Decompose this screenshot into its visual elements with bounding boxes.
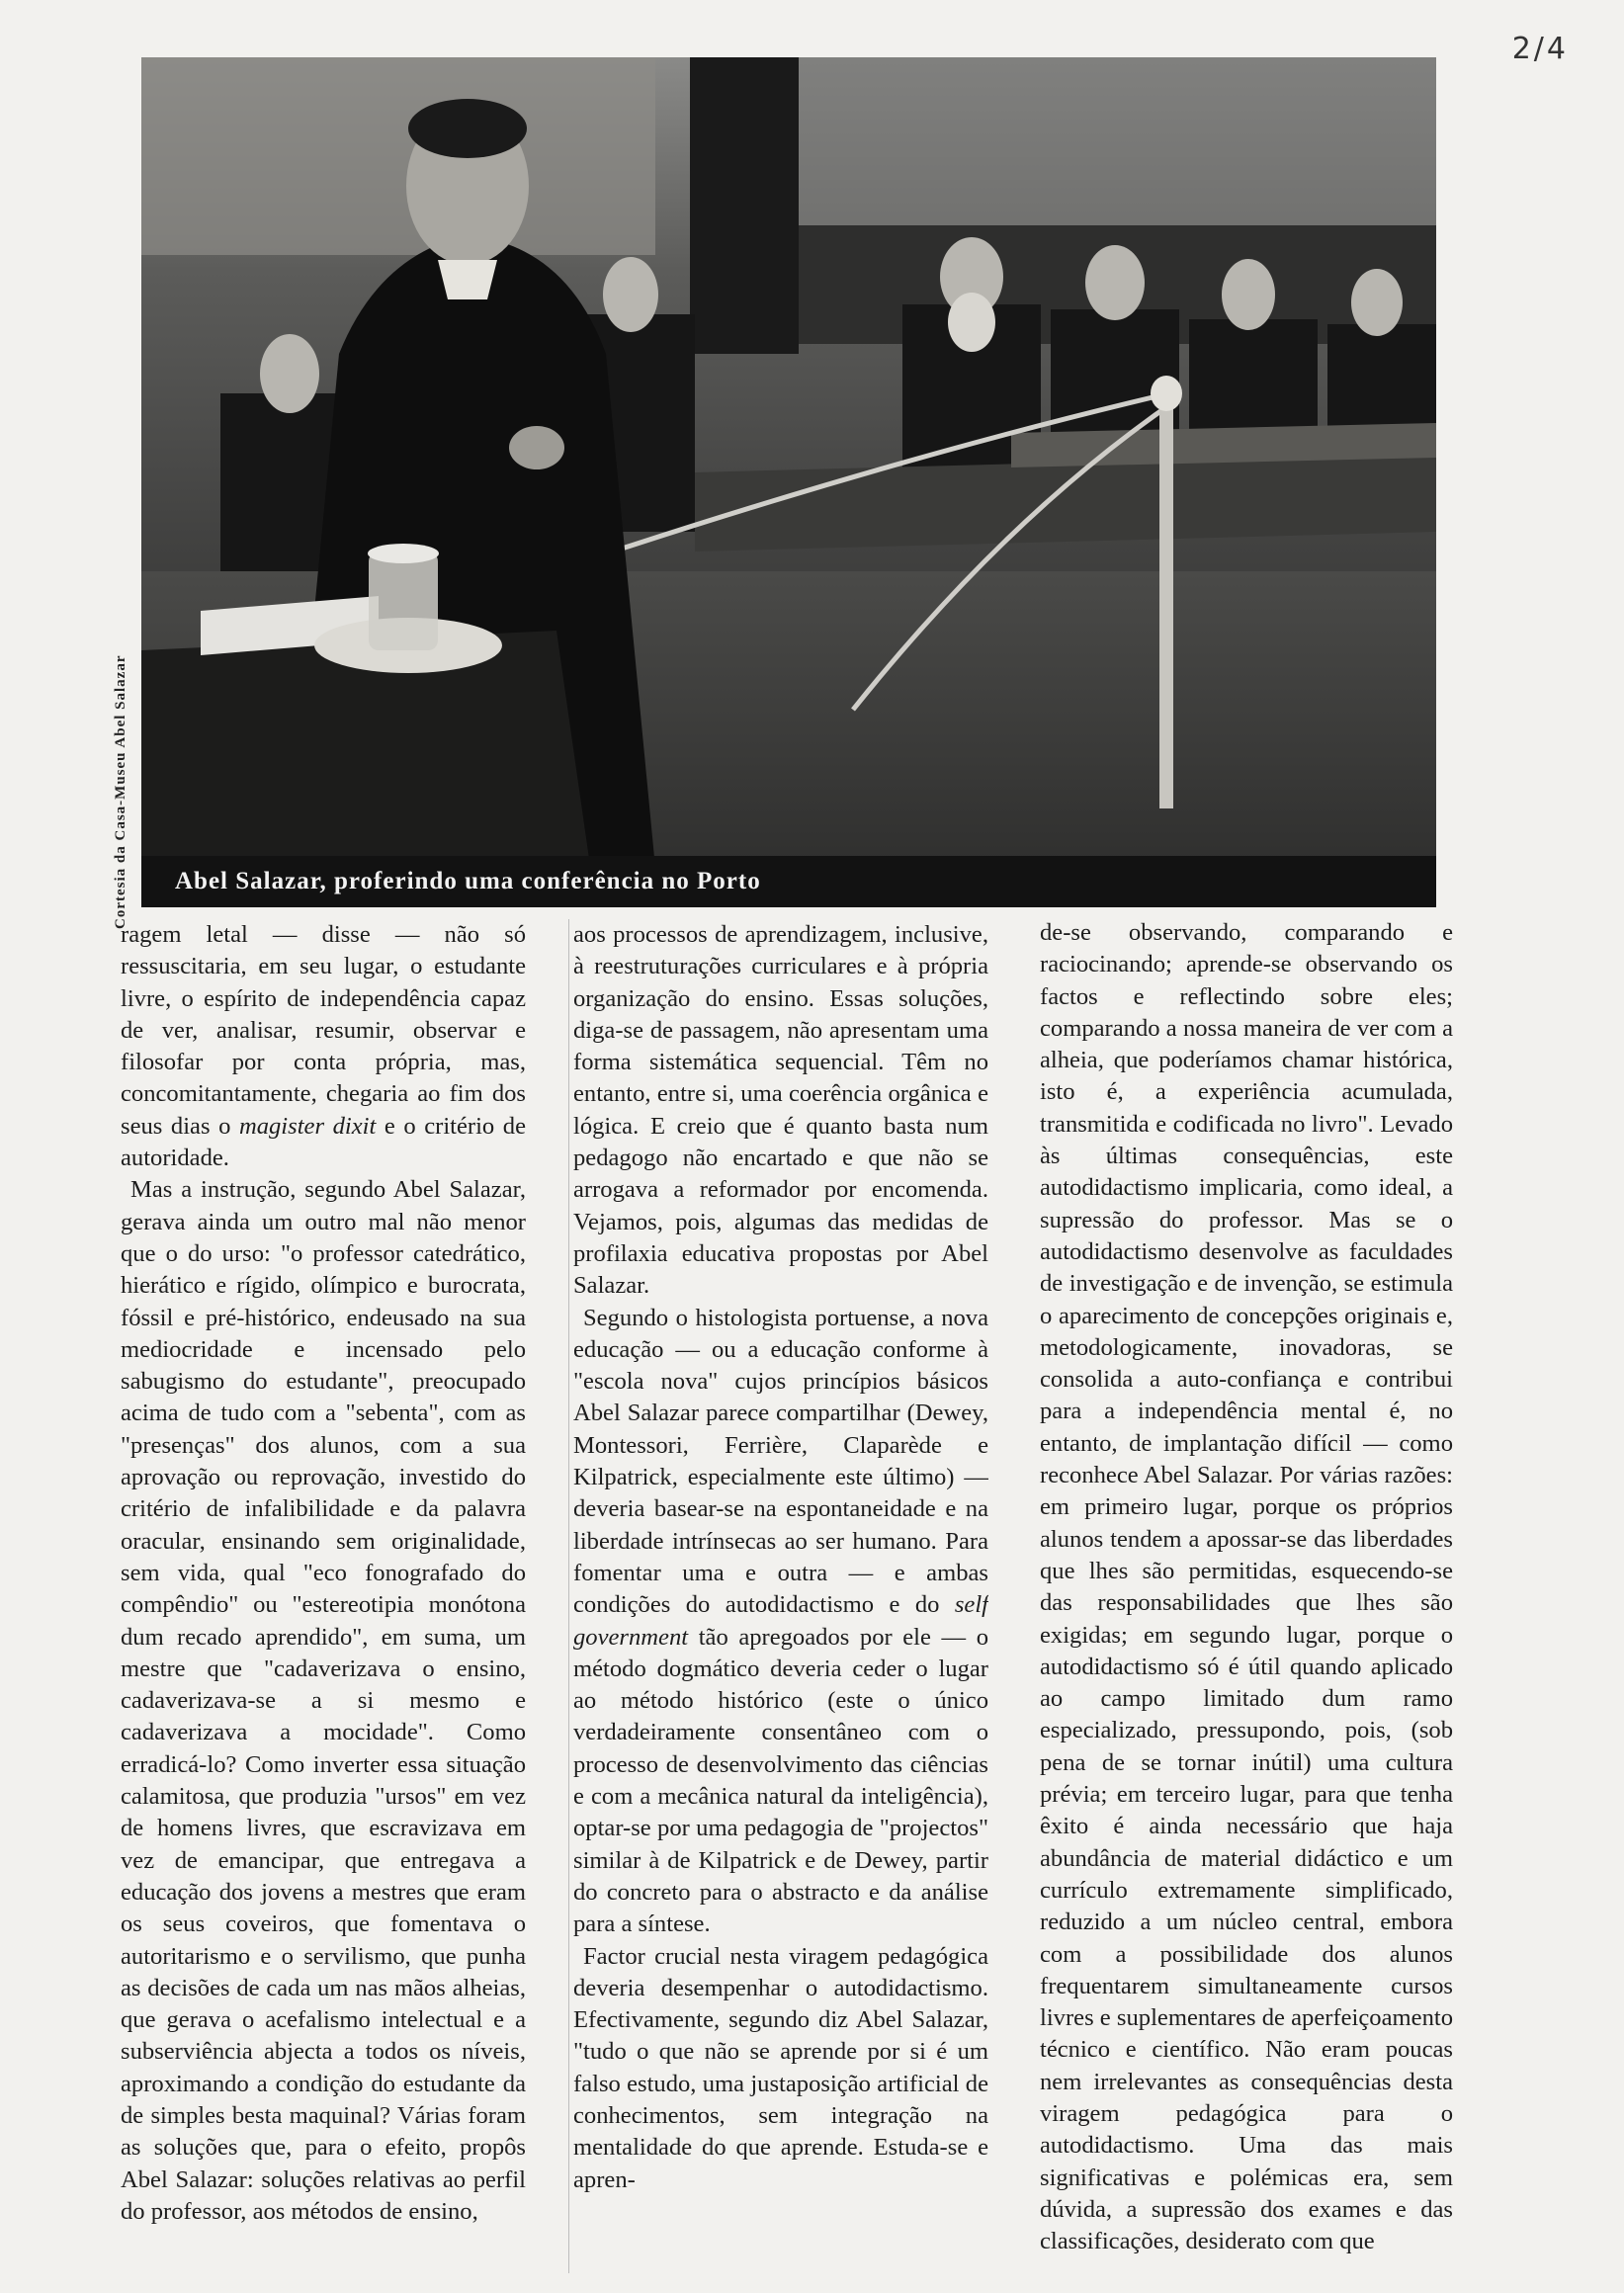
article-column-1 — [121, 919, 526, 2273]
paragraph: Segundo o histologista portuense, a nova educação — ou a educação conforme à "escola nova" cujos princípios básicos Abel Salazar parece compartilhar (Dewey, Montessori, Ferrière, Claparède e Kilpatrick, especialmente este último) — deveria basear-se na espontaneidade e na liberdade intrínsecas ao ser humano. Para fomentar uma e outra — e ambas condições do autodidactismo e do self government tão apregoados por ele — o método dogmático deveria ceder o lugar ao método histórico (este o único verdadeiramente consentâneo com o processo de desenvolvimento das ciências e com a mecânica natural da inteligência), optar-se por uma pedagogia de "projectos" similar à de Kilpatrick e de Dewey, partir do concreto para o abstracto e da análise para a síntese. — [573, 1304, 988, 1938]
article-column-3 — [1040, 917, 1453, 2271]
article-column-2 — [568, 919, 988, 2273]
photo-caption: Abel Salazar, proferindo uma conferência no Porto — [141, 856, 1436, 907]
paragraph: de-se observando, comparando e raciocinando; aprende-se observando os factos e reflectindo sobre eles; comparando a nossa maneira de ver com a alheia, que poderíamos chamar histórica, isto é, a experiência acumulada, transmitida e codificada no livro". Levado às últimas consequências, este autodidactismo implicaria, como ideal, a supressão do professor. Mas se o autodidactismo desenvolve as faculdades de investigação e de invenção, se estimula o aparecimento de concepções originais e, metodologicamente, inovadoras, se consolida a auto-confiança e contribui para a independência mental é, no entanto, de implantação difícil — como reconhece Abel Salazar. Por várias razões: em primeiro lugar, porque os próprios alunos tendem a apossar-se das liberdades que lhes são permitidas, esquecendo-se das responsabilidades que lhes são exigidas; em segundo lugar, porque o autodidactismo só é útil quando aplicado ao campo limitado dum ramo especializado, pressupondo, pois, (sob pena de se tornar inútil) uma cultura prévia; em terceiro lugar, para que tenha êxito é ainda necessário que haja abundância de material didáctico e um currículo extremamente simplificado, reduzido a um núcleo central, embora com a possibilidade dos alunos frequentarem simultaneamente cursos livres e suplementares de aperfeiçoamento técnico e científico. Não eram poucas nem irrelevantes as consequências desta viragem pedagógica para o autodidactismo. Uma das mais significativas e polémicas era, sem dúvida, a supressão dos exames e das classificações, desiderato com que — [1040, 919, 1453, 2255]
lecture-photo-illustration — [141, 57, 1436, 907]
paragraph: aos processos de aprendizagem, inclusive, à reestruturações curriculares e à própria organização do ensino. Essas soluções, diga-se de passagem, não apresentam uma forma sistemática sequencial. Têm no entanto, entre si, uma coerência orgânica e lógica. E creio que é quanto basta num pedagogo não encartado e que não se arrogava a reformador por encomenda. Vejamos, pois, algumas das medidas de profilaxia educativa propostas por Abel Salazar. — [573, 921, 988, 1300]
paragraph: Factor crucial nesta viragem pedagógica deveria desempenhar o autodidactismo. Efectivamente, segundo diz Abel Salazar, "tudo o que não se aprende por si é um falso estudo, uma justaposição artificial de conhecimentos, sem integração na mentalidade do que aprende. Estuda-se e apren- — [573, 1942, 988, 2193]
photo-lecture — [141, 57, 1436, 907]
paragraph: Mas a instrução, segundo Abel Salazar, gerava ainda um outro mal não menor que o do urso: "o professor catedrático, hierático e rígido, olímpico e burocrata, fóssil e pré-histórico, endeusado na sua mediocridade e incensado pelo sabugismo do estudante", preocupado acima de tudo com a "sebenta", com as "presenças" dos alunos, com a sua aprovação ou reprovação, investido do critério de infalibilidade e da palavra oracular, ensinando sem originalidade, sem vida, qual "eco fonografado do compêndio" ou "estereotipia monótona dum recado aprendido", em suma, um mestre que "cadaverizava o ensino, cadaverizava-se a si mesmo e cadaverizava a mocidade". Como erradicá-lo? Como inverter essa situação calamitosa, que produzia "ursos" em vez de homens livres, que escravizava em vez de emancipar, que entregava a educação dos jovens a mestres que eram os seus coveiros, que fomentava o autoritarismo e o servilismo, que punha as decisões de cada um nas mãos alheias, que gerava o acefalismo intelectual e a subserviência abjecta a todos os níveis, aproximando a condição do estudante da de simples besta maquinal? Várias foram as soluções que, para o efeito, propôs Abel Salazar: soluções relativas ao perfil do professor, aos métodos de ensino, — [121, 1176, 526, 2225]
paragraph: ragem letal — disse — não só ressuscitaria, em seu lugar, o estudante livre, o espírito de independência capaz de ver, analisar, resumir, observar e filosofar por conta própria, mas, concomitantamente, chegaria ao fim dos seus dias o magister dixit e o critério de autoridade. — [121, 921, 526, 1172]
photo-credit: Cortesia da Casa-Museu Abel Salazar — [113, 654, 128, 929]
page-number: 2/4 — [1511, 32, 1569, 66]
